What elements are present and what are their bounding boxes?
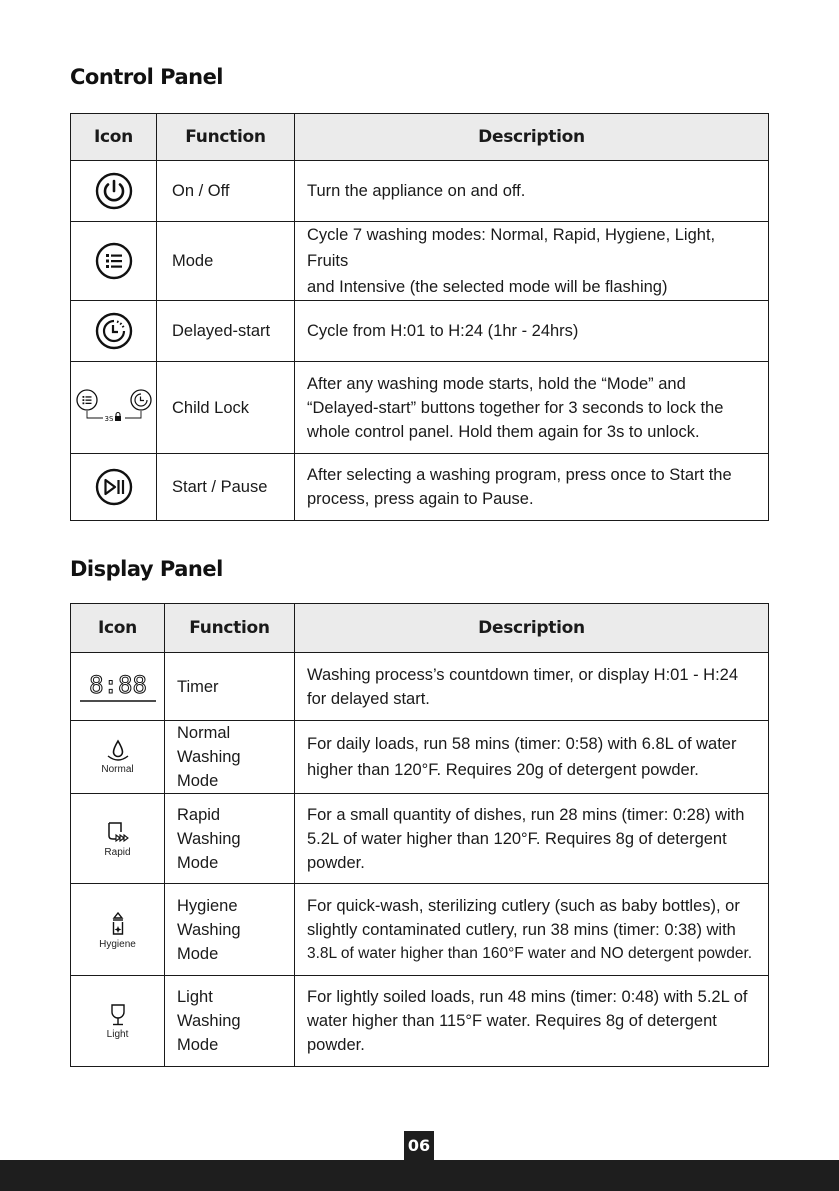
function-cell: Timer [165, 653, 295, 721]
rapid-label: Rapid [104, 846, 131, 858]
timer-digits: 8:88 [88, 670, 147, 699]
description-cell: Cycle from H:01 to H:24 (1hr - 24hrs) [295, 301, 769, 362]
icon-header: Icon [71, 114, 157, 161]
hygiene-label: Hygiene [99, 938, 136, 950]
hygiene-bottle-icon [106, 910, 130, 938]
table-row [71, 301, 769, 362]
description-cell: Washing process’s countdown timer, or display H:01 - H:24 for delayed start. [295, 653, 769, 721]
child-lock-icon [75, 388, 153, 428]
footer-bar [0, 1160, 839, 1191]
function-cell: Hygiene Washing Mode [165, 884, 295, 976]
timer-display-icon [78, 670, 158, 704]
function-cell: Light Washing Mode [165, 976, 295, 1067]
description-cell: For quick-wash, sterilizing cutlery (such as baby bottles), or slightly contaminated cutlery, run 38 mins (timer: 0:38) with 3.8L of water higher than 160°F water and NO detergent powder. [295, 884, 769, 976]
play-pause-icon [95, 468, 133, 506]
function-cell: Delayed-start [157, 301, 295, 362]
light-label: Light [106, 1029, 129, 1040]
icon-header: Icon [71, 604, 165, 653]
delay-clock-icon [95, 312, 133, 350]
table-row [71, 653, 769, 721]
table-header-row [71, 604, 769, 653]
control-panel-table [70, 113, 769, 521]
table-row [71, 161, 769, 222]
table-row [71, 222, 769, 301]
normal-label: Normal [101, 764, 134, 776]
function-cell: On / Off [157, 161, 295, 222]
mode-list-icon [95, 242, 133, 280]
display-panel-table [70, 603, 769, 1067]
table-row [71, 794, 769, 884]
page-number: 06 [404, 1131, 434, 1161]
function-cell: Normal Washing Mode [165, 721, 295, 794]
function-cell: Start / Pause [157, 454, 295, 521]
description-cell: After any washing mode starts, hold the “Mode” and “Delayed-start” buttons together for 3 seconds to lock the whole control panel. Hold them again for 3s to unlock. [295, 362, 769, 454]
lock-hold-caption: 3S [104, 414, 113, 423]
description-cell: Turn the appliance on and off. [295, 161, 769, 222]
power-icon [95, 172, 133, 210]
water-drop-icon [105, 739, 131, 763]
light-glass-icon [106, 1002, 130, 1028]
table-header-row [71, 114, 769, 161]
function-cell: Child Lock [157, 362, 295, 454]
description-cell: For lightly soiled loads, run 48 mins (timer: 0:48) with 5.2L of water higher than 115°F water. Requires 8g of detergent powder. [295, 976, 769, 1067]
function-header: Function [165, 604, 295, 653]
description-cell: For daily loads, run 58 mins (timer: 0:58) with 6.8L of water higher than 120°F. Requires 20g of detergent powder. [295, 721, 769, 794]
function-cell: Rapid Washing Mode [165, 794, 295, 884]
function-header: Function [157, 114, 295, 161]
description-cell: Cycle 7 washing modes: Normal, Rapid, Hygiene, Light, Fruits and Intensive (the selected mode will be flashing) [295, 222, 769, 301]
function-cell: Mode [157, 222, 295, 301]
description-header: Description [295, 114, 769, 161]
table-row [71, 884, 769, 976]
table-row [71, 976, 769, 1067]
rapid-glass-icon [104, 820, 132, 846]
table-row [71, 362, 769, 454]
description-cell: After selecting a washing program, press once to Start the process, press again to Pause. [295, 454, 769, 521]
description-cell: For a small quantity of dishes, run 28 mins (timer: 0:28) with 5.2L of water higher than 120°F. Requires 8g of detergent powder. [295, 794, 769, 884]
table-row [71, 721, 769, 794]
description-header: Description [295, 604, 769, 653]
display-panel-title: Display Panel [70, 557, 223, 581]
table-row [71, 454, 769, 521]
control-panel-title: Control Panel [70, 65, 224, 89]
